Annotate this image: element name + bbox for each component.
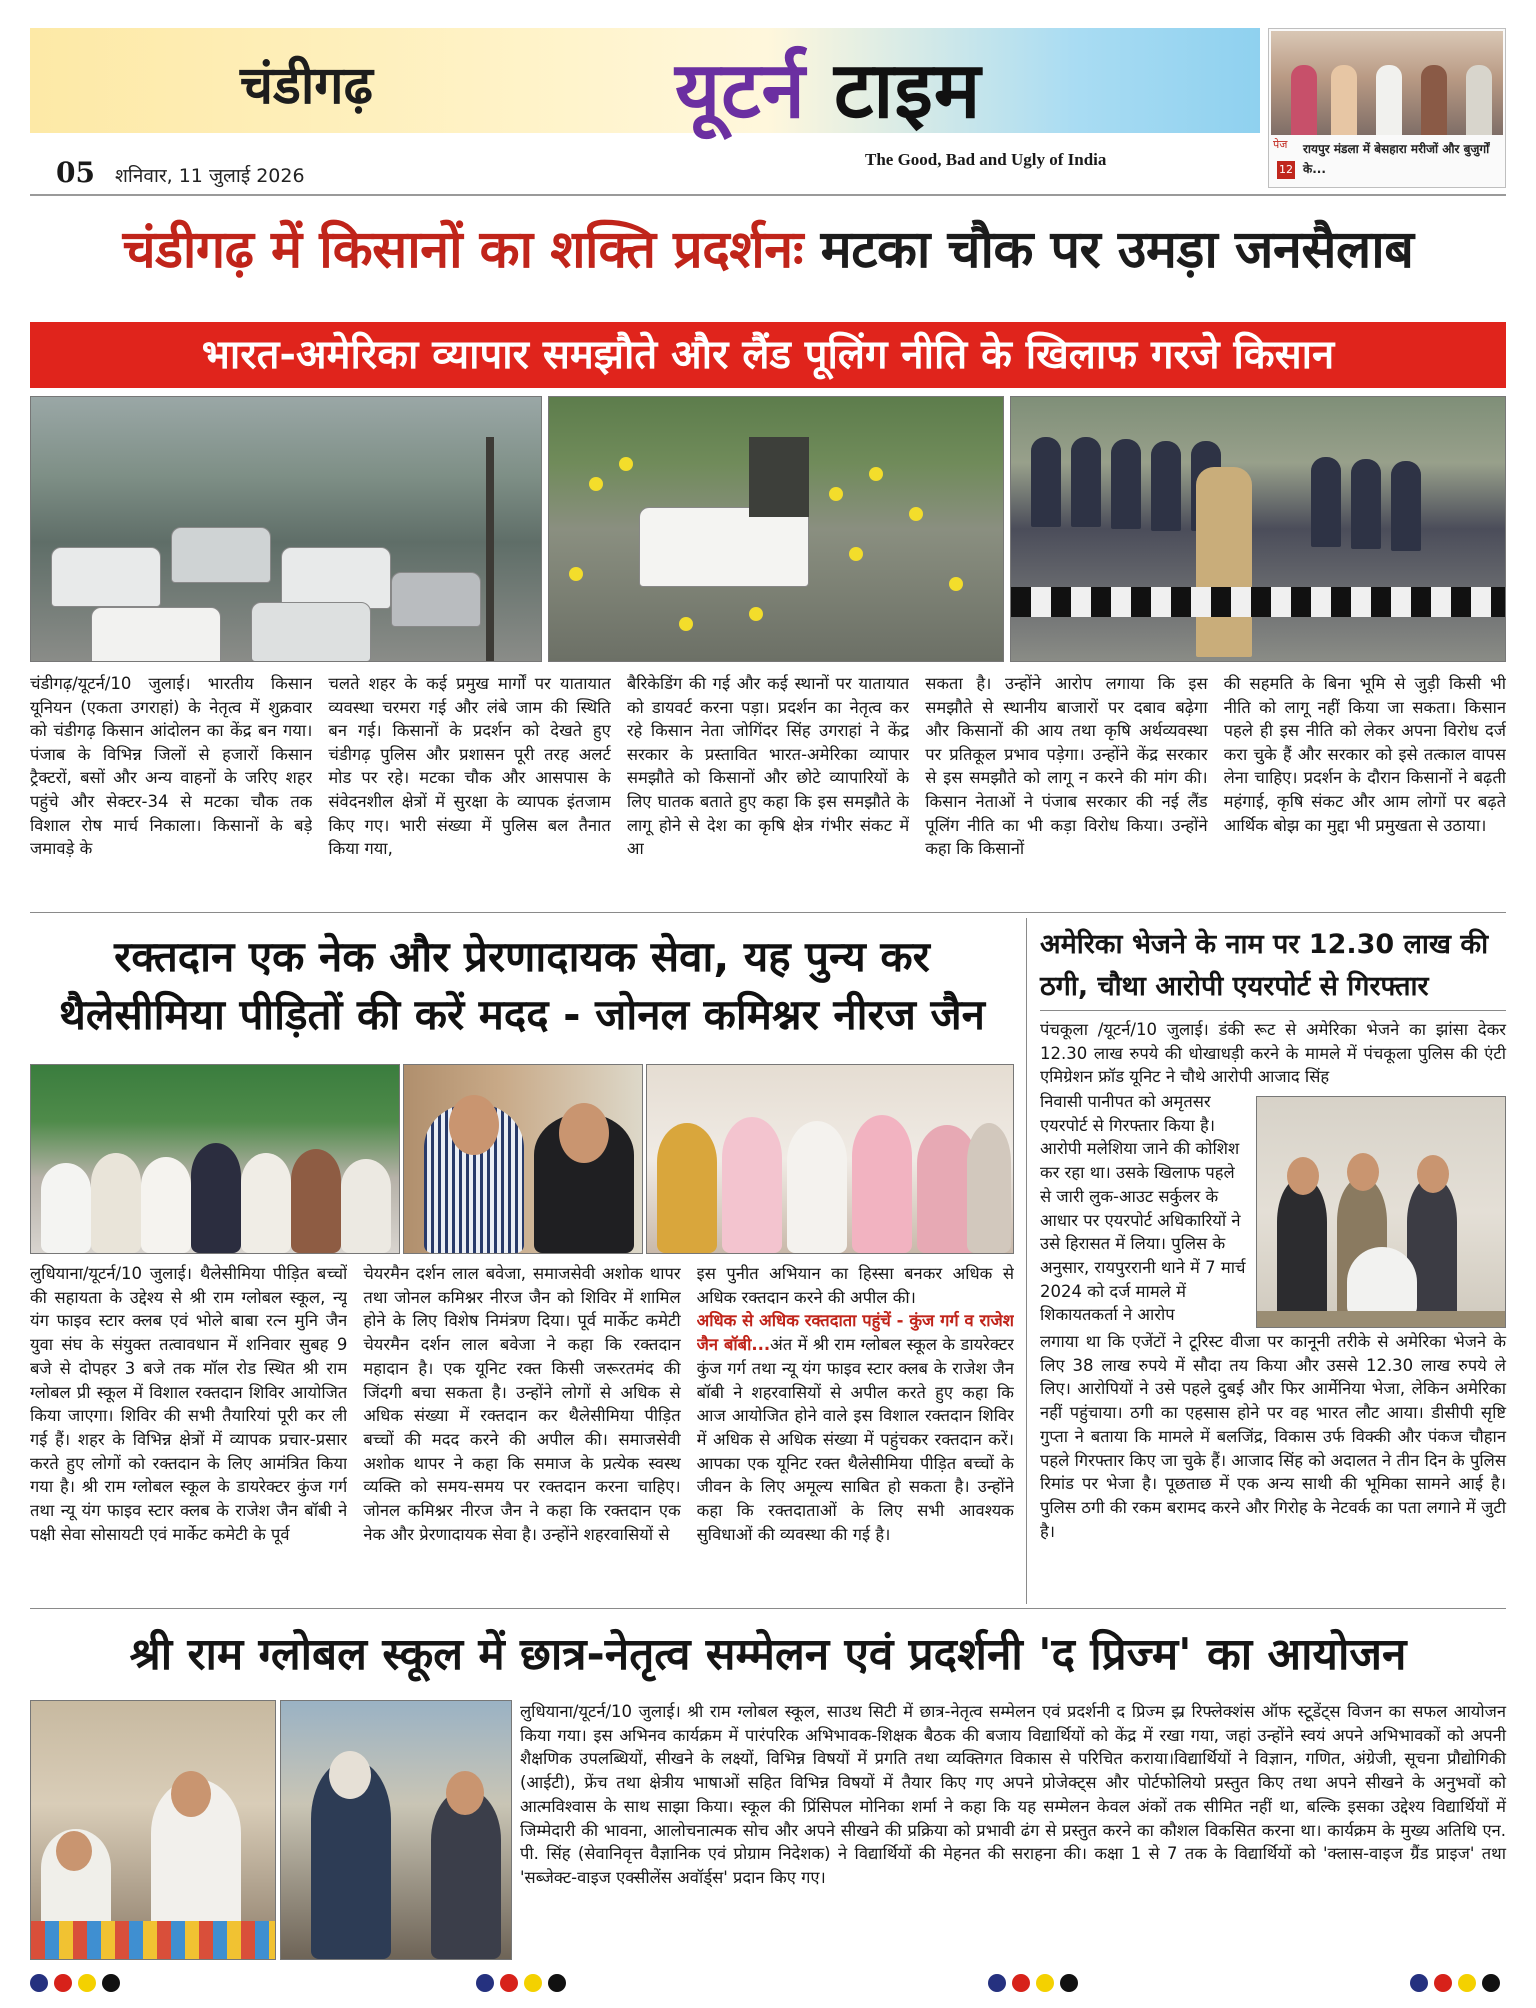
registration-dots-center-left — [476, 1974, 566, 1992]
officials-portrait-photo — [403, 1064, 643, 1254]
blood-column-1: लुधियाना/यूटर्न/10 जुलाई। थैलेसीमिया पीड़ित बच्चों की सहायता के उद्देश्य से श्री राम ग्लोबल स्कूल, न्यू यंग फाइव स्टार क्लब एवं भोले बाबा रत्न मुनि जैन युवा संघ के संयुक्त तत्वावधान में शनिवार सुबह 9 बजे से दोपहर 3 बजे तक मॉल रोड स्थित श्री राम ग्लोबल प्री स्कूल में विशाल रक्तदान शिविर आयोजित किया जाएगा। शिविर की सभी तैयारियां पूरी कर ली गई हैं। शहर के विभिन्न क्षेत्रों में व्यापक प्रचार-प्रसार करते हुए लोगों को रक्तदान के लिए आमंत्रित किया गया है। श्री राम ग्लोबल स्कूल के डायरेक्टर कुंज गर्ग तथा न्यू यंग फाइव स्टार क्लब के राजेश जैन बॉबी ने पक्षी सेवा सोसायटी एवं मार्केट कमेटी के पूर्व — [30, 1264, 348, 1544]
lead-column-5: की सहमति के बिना भूमि से जुड़ी किसी भी नीति को लागू नहीं किया जा सकता। किसान पहले ही इस नीति को लेकर अपना विरोध दर्ज करा चुके हैं और सरकार को इसे तत्काल वापस लेना चाहिए। प्रदर्शन के दौरान किसानों ने बढ़ती महंगाई, कृषि संकट और आम लोगों पर बढ़ते आर्थिक बोझ का मुद्दा भी प्रमुखता से उठाया। — [1223, 674, 1507, 835]
logo-part-1: यूटर्न — [675, 45, 806, 136]
teaser-page-number: 12 — [1277, 161, 1295, 179]
arrested-accused-photo — [1256, 1096, 1506, 1328]
masthead-band — [30, 28, 1260, 133]
students-exhibition-photo — [30, 1700, 276, 1960]
section-divider-2 — [30, 1608, 1506, 1609]
column-divider — [1026, 918, 1027, 1604]
police-deployment-photo — [1010, 396, 1506, 662]
farmers-rally-photo — [548, 396, 1004, 662]
fraud-intro: पंचकूला /यूटर्न/10 जुलाई। डंकी रूट से अमेरिका भेजने का झांसा देकर 12.30 लाख रुपये की धोखाधड़ी करने के मामले में पंचकूला पुलिस की एंटी एमिग्रेशन फ्रॉड यूनिट ने चौथे आरोपी आजाद सिंह — [1040, 1020, 1506, 1087]
lead-column-3: बैरिकेडिंग की गई और कई स्थानों पर यातायात को डायवर्ट करना पड़ा। प्रदर्शन का नेतृत्व कर रहे किसान नेता जोगिंदर सिंह उगराहां ने केंद्र सरकार के प्रस्तावित भारत-अमेरिका व्यापार समझौते को किसानों और छोटे व्यापारियों के लिए घातक बताते हुए कहा कि इस समझौते के लागू होने से देश का कृषि क्षेत्र गंभीर संकट में आ — [626, 674, 910, 859]
blood-headline-line-2: थैलेसीमिया पीड़ितों की करें मदद - जोनल कमिश्नर नीरज जैन — [59, 990, 985, 1039]
lead-headline-dark: मटका चौक पर उमड़ा जनसैलाब — [820, 220, 1414, 280]
inside-page-teaser[interactable] — [1268, 28, 1506, 188]
lead-column-1: चंडीगढ़/यूटर्न/10 जुलाई। भारतीय किसान यूनियन (एकता उगराहां) के नेतृत्व में शुक्रवार को चंडीगढ़ किसान आंदोलन का केंद्र बन गया। पंजाब के विभिन्न जिलों से हजारों किसान ट्रैक्टरों, बसों और अन्य वाहनों के जरिए शहर पहुंचे और सेक्टर-34 से मटका चौक तक विशाल रोष मार्च निकाला। किसानों के बड़े जमावड़े के — [30, 674, 313, 859]
fraud-body: लगाया था कि एजेंटों ने टूरिस्ट वीजा पर कानूनी तरीके से अमेरिका भेजने के लिए 38 लाख रुपये में सौदा तय किया और उससे 12.30 लाख रुपये ले लिए। आरोपियों ने उसे पहले दुबई और फिर आर्मेनिया भेजा, लेकिन अमेरिका नहीं पहुंचाया। ठगी का एहसास होने पर वह भारत लौट आया। डीसीपी सृष्टि गुप्ता ने बताया कि मामले में बलजिंद्र, विकास उर्फ विक्की और पंकज चौहान पहले गिरफ्तार किए जा चुके हैं। आजाद सिंह को अदालत ने तीन दिन के पुलिस रिमांड पर भेजा है। पूछताछ में एक अन्य साथी की भूमिका सामने आई है। पुलिस ठगी की रकम बरामद करने और गिरोह के नेटवर्क का पता लगाने में जुटी है। — [1040, 1332, 1506, 1541]
registration-dots-left — [30, 1974, 120, 1992]
registration-dots-right — [1410, 1974, 1500, 1992]
teaser-headline: रायपुर मंडला में बेसहारा मरीजों और बुजुर्गों के... — [1303, 142, 1490, 176]
blood-col3-intro: इस पुनीत अभियान का हिस्सा बनकर अधिक से अधिक रक्तदान करने की अपील की। — [696, 1264, 1014, 1307]
school-event-body: लुधियाना/यूटर्न/10 जुलाई। श्री राम ग्लोबल स्कूल, साउथ सिटी में छात्र-नेतृत्व सम्मेलन एवं प्रदर्शनी द प्रिज्म झ्र रिफ्लेक्शंस ऑफ स्टूडेंट्स विजन का सफल आयोजन किया गया। इस अभिनव कार्यक्रम में पारंपरिक अभिभावक-शिक्षक बैठक की बजाय विद्यार्थियों को केंद्र में रखा गया, जहां उन्होंने स्वयं अपने अभिभावकों को अपनी शैक्षणिक उपलब्धियों, सीखने के लक्ष्यों, विभिन्न विषयों में प्रगति तथा व्यक्तिगत विकास से परिचित कराया।विद्यार्थियों ने विज्ञान, गणित, अंग्रेजी, सूचना प्रौद्योगिकी (आईटी), फ्रेंच तथा क्षेत्रीय भाषाओं सहित विभिन्न विषयों में तैयार किए गए अपने प्रोजेक्ट्स और पोर्टफोलियो प्रस्तुत किए तथा अपने सीखने के अनुभवों को आत्मविश्वास के साथ साझा किया। स्कूल की प्रिंसिपल मोनिका शर्मा ने कहा कि यह सम्मेलन केवल अंकों तक सीमित नहीं था, बल्कि इसका उद्देश्य विद्यार्थियों में जिम्मेदारी की भावना, आलोचनात्मक सोच और अपने सीखने की प्रक्रिया को प्रभावी ढंग से प्रस्तुत करने का कौशल विकसित करना था। कार्यक्रम के मुख्य अतिथि एन. पी. सिंह (सेवानिवृत्त वैज्ञानिक एवं प्रोग्राम निदेशक) ने विद्यार्थियों की मेहनत की सराहना की। कक्षा 1 से 7 तक के विद्यार्थियों को 'क्लास-वाइज ग्रैंड प्राइज' तथा 'सब्जेक्ट-वाइज एक्सीलेंस अवॉर्ड्स' प्रदान किए गए। — [520, 1702, 1506, 1887]
traffic-jam-photo — [30, 396, 542, 662]
tagline: The Good, Bad and Ugly of India — [865, 150, 1107, 169]
fraud-headline: अमेरिका भेजने के नाम पर 12.30 लाख की ठगी, चौथा आरोपी एयरपोर्ट से गिरफ्तार — [1040, 929, 1489, 1002]
registration-dots-center-right — [988, 1974, 1078, 1992]
newspaper-logo — [675, 34, 981, 140]
section-divider — [30, 912, 1506, 913]
edition-city: चंडीगढ़ — [240, 56, 373, 116]
school-event-headline: श्री राम ग्लोबल स्कूल में छात्र-नेतृत्व सम्मेलन एवं प्रदर्शनी 'द प्रिज्म' का आयोजन — [129, 1629, 1407, 1680]
masthead-rule — [30, 194, 1506, 196]
logo-part-2: टाइम — [834, 45, 982, 136]
blood-column-3 — [697, 1262, 1014, 1600]
lead-headline — [30, 212, 1506, 283]
lead-column-2: चलते शहर के कई प्रमुख मार्गों पर यातायात व्यवस्था चरमरा गई और लंबे जाम की स्थिति बन गई। किसानों के प्रदर्शन को देखते हुए चंडीगढ़ पुलिस और प्रशासन पूरी तरह अलर्ट मोड पर रहे। मटका चौक और आसपास के संवेदनशील क्षेत्रों में सुरक्षा के व्यापक इंतजाम किए गए। भारी संख्या में पुलिस बल तैनात किया गया, — [328, 674, 611, 859]
donation-camp-group-photo — [30, 1064, 400, 1254]
lead-headline-red: चंडीगढ़ में किसानों का शक्ति प्रदर्शनः — [122, 220, 804, 280]
blood-donation-body — [30, 1262, 1014, 1600]
blood-donation-headline — [30, 928, 1014, 1044]
fraud-side-text: निवासी पानीपत को अमृतसर एयरपोर्ट से गिरफ्तार किया है। आरोपी मलेशिया जाने की कोशिश कर रहा था। उसके खिलाफ पहले से जारी लुक-आउट सर्कुलर के आधार पर एयरपोर्ट अधिकारियों ने उसे हिरासत में लिया। पुलिस के अनुसार, रायपुररानी थाने में 7 मार्च 2024 को दर्ज मामले में शिकायतकर्ता ने आरोप — [1040, 1092, 1246, 1325]
blood-col3-subhead: अधिक से अधिक रक्तदाता पहुंचें - कुंज गर्ग व राजेश जैन बॉबी... — [696, 1311, 1014, 1355]
lead-subheadline-banner: भारत-अमेरिका व्यापार समझौते और लैंड पूलिंग नीति के खिलाफ गरजे किसान — [30, 322, 1506, 388]
page-number: 05 — [56, 156, 95, 189]
lead-story-body — [30, 672, 1506, 904]
women-guests-photo — [646, 1064, 1014, 1254]
teaser-photo — [1271, 31, 1503, 135]
blood-column-2: चेयरमैन दर्शन लाल बवेजा, समाजसेवी अशोक थापर तथा जोनल कमिश्नर नीरज जैन को शिविर में शामिल होने के लिए विशेष निमंत्रण दिया। पूर्व मार्केट कमेटी चेयरमैन दर्शन लाल बवेजा ने कहा कि रक्तदान महादान है। एक यूनिट रक्त किसी जरूरतमंद की जिंदगी बचा सकता है। उन्होंने लोगों से अधिक से अधिक संख्या में रक्तदान कर थैलेसीमिया पीड़ित बच्चों की मदद करने की अपील की। समाजसेवी अशोक थापर ने कहा कि समाज के प्रत्येक स्वस्थ व्यक्ति को समय-समय पर रक्तदान करना चाहिए। जोनल कमिश्नर नीरज जैन ने कहा कि रक्तदान एक नेक और प्रेरणादायक सेवा है। उन्होंने शहरवासियों से — [363, 1264, 681, 1544]
chief-guest-visit-photo — [280, 1700, 512, 1960]
lead-column-4: सकता है। उन्होंने आरोप लगाया कि इस समझौते से स्थानीय बाजारों पर दबाव बढ़ेगा और किसानों की आय तथा कृषि अर्थव्यवस्था पर प्रतिकूल प्रभाव पड़ेगा। उन्होंने केंद्र सरकार से इस समझौते को लागू न करने की मांग की। किसान नेताओं ने पंजाब सरकार की नई लैंड पूलिंग नीति का भी कड़ा विरोध किया। उन्होंने कहा कि किसानों — [925, 674, 1208, 859]
masthead — [30, 28, 1260, 188]
issue-date: शनिवार, 11 जुलाई 2026 — [115, 165, 305, 187]
blood-col3-body: अंत में श्री राम ग्लोबल स्कूल के डायरेक्टर कुंज गर्ग तथा न्यू यंग फाइव स्टार क्लब के राजेश जैन बॉबी ने शहरवासियों से अपील करते हुए कहा कि आज आयोजित होने वाले इस विशाल रक्तदान शिविर में अधिक से अधिक संख्या में पहुंचकर रक्तदान करें। आपका एक यूनिट रक्त थैलेसीमिया पीड़ित बच्चों के जीवन के लिए अमूल्य साबित हो सकता है। उन्होंने कहा कि रक्तदाताओं के लिए सभी आवश्यक सुविधाओं की व्यवस्था की गई है। — [696, 1335, 1014, 1544]
teaser-label: पेज — [1273, 138, 1288, 151]
fraud-headline-rule — [1040, 1010, 1506, 1011]
blood-headline-line-1: रक्तदान एक नेक और प्रेरणादायक सेवा, यह पुन्य कर — [114, 932, 930, 981]
